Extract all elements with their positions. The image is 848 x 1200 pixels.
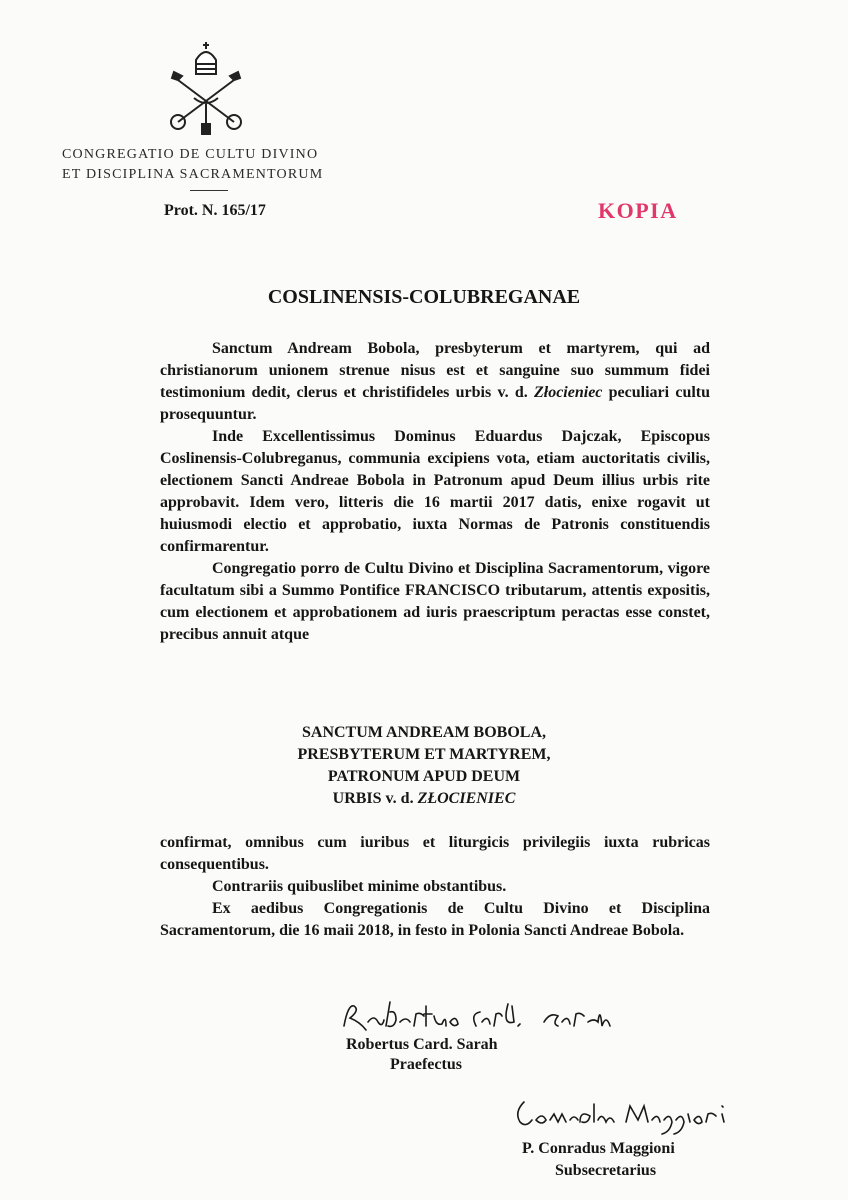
letterhead-line2: ET DISCIPLINA SACRAMENTORUM: [62, 167, 324, 182]
letterhead-line1: CONGREGATIO DE CULTU DIVINO: [62, 147, 319, 162]
paragraph-3: Congregatio porro de Cultu Divino et Disciplina Sacramentorum, vigore facultatum sibi a Summo Pontifice FRANCISCO tributarum, attentis expositis, cum electionem et approbationem ad iuris praescriptum peractas esse constet, precibus annuit atque: [160, 560, 710, 643]
closing-body: [160, 832, 710, 942]
paragraph-2: Inde Excellentissimus Dominus Eduardus Dajczak, Episcopus Coslinensis-Colubreganus, communia excipiens vota, etiam auctoritatis civilis, electionem Sancti Andreae Bobola in Patronum apud Deum illius urbis rite approbavit. Idem vero, litteris die 16 martii 2017 datis, enixe rogavit ut huiusmodi electio et approbatio, iuxta Normas de Patronis constituendis confirmarentur.: [160, 428, 710, 555]
closing-paragraph-2: Contrariis quibuslibet minime obstantibus.: [212, 878, 507, 895]
paragraph-1: Sanctum Andream Bobola, presbyterum et martyrem, qui ad christianorum unionem strenue nisus est et sanguine suo summum fidei testimonium dedit, clerus et christifideles urbis v. d. Złocieniec peculiari cultu prosequuntur.: [160, 340, 711, 423]
congregation-letterhead: [62, 145, 362, 191]
proclamation-line: PRESBYTERUM ET MARTYREM,: [297, 746, 551, 763]
signatory-name: Robertus Card. Sarah: [346, 1036, 498, 1053]
decree-body: [160, 338, 710, 646]
protocol-number: Prot. N. 165/17: [164, 202, 266, 219]
proclamation-line: SANCTUM ANDREAM BOBOLA,: [301, 724, 546, 741]
copy-stamp: KOPIA: [598, 198, 678, 223]
town-name: Złocieniec: [533, 384, 603, 401]
papal-keys-tiara-icon: [164, 38, 248, 136]
sarah-signature: [338, 992, 618, 1036]
closing-paragraph-3: Ex aedibus Congregationis de Cultu Divino et Disciplina Sacramentorum, die 16 maii 2018, in festo in Polonia Sancti Andreae Bobola.: [160, 900, 710, 939]
letterhead-divider: [190, 190, 228, 191]
signatory-name: P. Conradus Maggioni: [522, 1140, 675, 1157]
signatory-title: Praefectus: [390, 1056, 462, 1073]
proclamation-line: PATRONUM APUD DEUM: [327, 768, 521, 785]
proclamation-block: [0, 722, 848, 810]
signatory-title: Subsecretarius: [555, 1162, 657, 1179]
maggioni-signature: [510, 1092, 740, 1136]
document-title: COSLINENSIS-COLUBREGANAE: [267, 286, 581, 308]
proclamation-line: URBIS v. d. ZŁOCIENIEC: [332, 790, 516, 807]
closing-paragraph-1: confirmat, omnibus cum iuribus et liturgicis privilegiis iuxta rubricas consequentibus.: [160, 834, 710, 873]
